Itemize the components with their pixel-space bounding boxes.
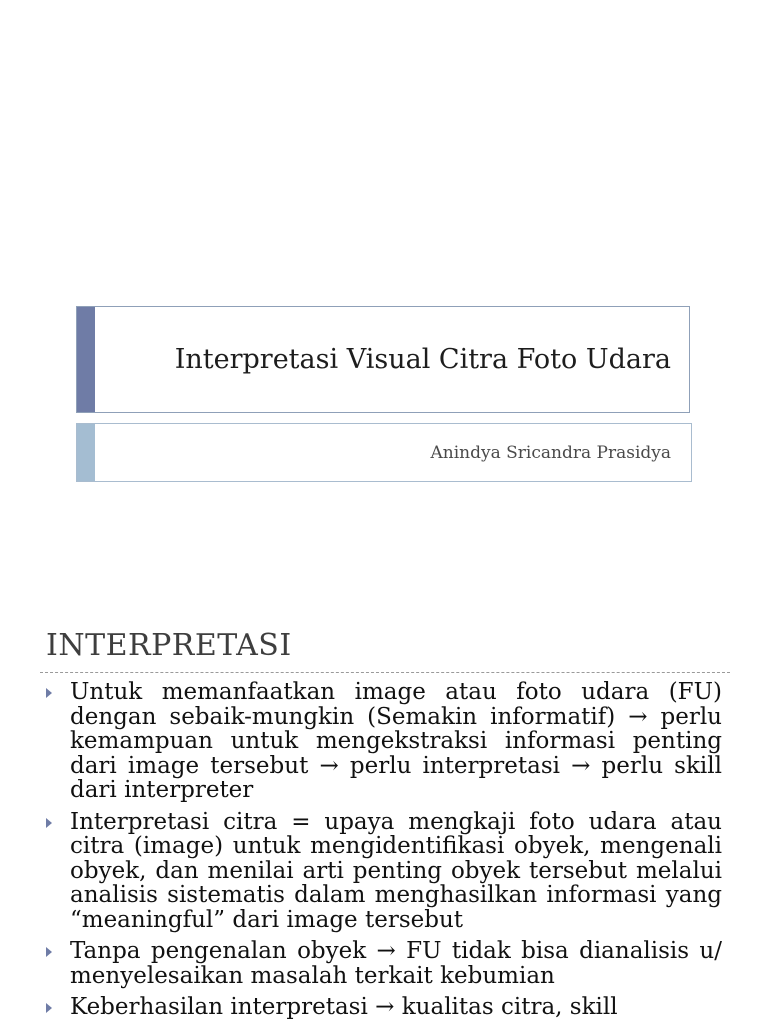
bullet-item [46,995,722,1020]
bullet-text: Untuk memanfaatkan image atau foto udara (FU) dengan sebaik-mungkin (Semakin informatif) → perlu kemampuan untuk mengekstraksi informasi penting dari image tersebut → perlu interpretasi → perlu skill dari interpreter [70,679,722,803]
bullet-item [46,939,722,988]
triangle-bullet-icon [46,1003,52,1013]
bullet-list [46,680,722,1024]
slide-title-text: Interpretasi Visual Citra Foto Udara [174,344,671,375]
subtitle-accent-bar [77,424,95,481]
author-name: Anindya Sricandra Prasidya [430,442,671,463]
bullet-text: Keberhasilan interpretasi → kualitas citra, skill [70,994,618,1020]
triangle-bullet-icon [46,818,52,828]
bullet-text: Interpretasi citra = upaya mengkaji foto udara atau citra (image) untuk mengidentifikasi obyek, mengenali obyek, dan menilai arti penting obyek tersebut melalui analisis sistematis dalam menghasilkan informasi yang “meaningful” dari image tersebut [70,808,722,933]
bullet-text: Tanpa pengenalan obyek → FU tidak bisa dianalisis u/ menyelesaikan masalah terkait kebumian [70,938,722,989]
title-accent-bar [77,307,95,412]
triangle-bullet-icon [46,947,52,957]
title-box [76,306,690,413]
heading-divider [40,672,730,673]
slide-interpretasi [0,576,768,1024]
bullet-item [46,810,722,933]
section-heading: INTERPRETASI [46,628,292,663]
bullet-item [46,680,722,803]
triangle-bullet-icon [46,688,52,698]
subtitle-box [76,423,692,482]
